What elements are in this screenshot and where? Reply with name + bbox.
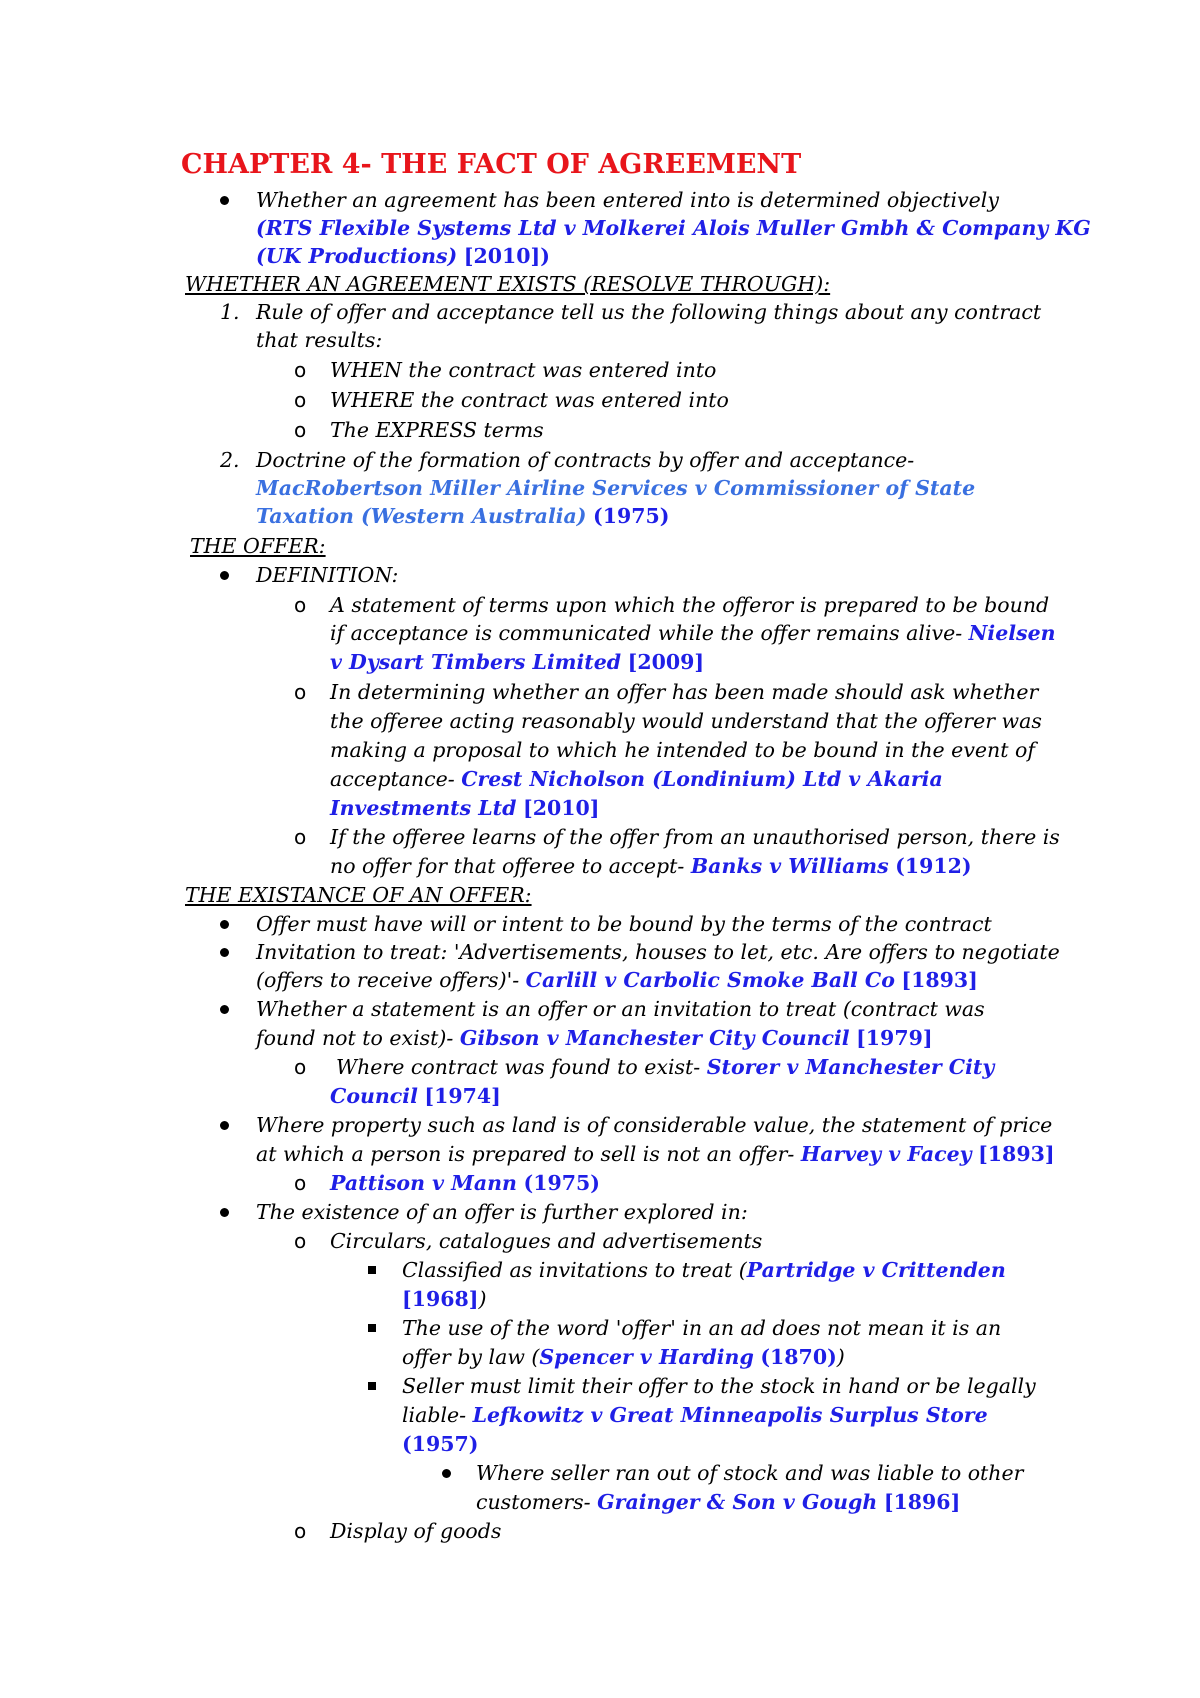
case-citation: Pattison v Mann bbox=[330, 1171, 517, 1195]
case-citation: (RTS Flexible Systems Ltd v Molkerei Alois Muller Gmbh & Company KG bbox=[256, 216, 1091, 240]
case-citation: Banks v Williams bbox=[690, 854, 889, 878]
e5-s2-line1: The use of the word 'offer' in an ad does not mean it is an bbox=[402, 1316, 1002, 1340]
case-year: [2010] bbox=[523, 796, 600, 820]
case-year: [1974] bbox=[424, 1084, 501, 1108]
case-year: (1912) bbox=[895, 854, 972, 878]
circle-marker: o bbox=[294, 680, 307, 704]
e5-sub2: Display of goods bbox=[330, 1519, 502, 1543]
def2-text: acceptance- bbox=[330, 767, 455, 791]
circle-marker: o bbox=[294, 358, 307, 382]
case-year: [1893] bbox=[978, 1142, 1055, 1166]
def1-line2 bbox=[330, 619, 1056, 647]
case-citation: MacRobertson Miller Airline Services v Commissioner of State bbox=[256, 476, 976, 500]
def1-line1: A statement of terms upon which the offeror is prepared to be bound bbox=[330, 593, 1050, 617]
case-citation: Harvey v Facey bbox=[800, 1142, 972, 1166]
e5-s3-line1: Seller must limit their offer to the stock in hand or be legally bbox=[402, 1374, 1036, 1398]
e2-line1: Invitation to treat: 'Advertisements, houses to let, etc. Are offers to negotiate bbox=[256, 940, 1060, 964]
circle-marker: o bbox=[294, 825, 307, 849]
e5-s2-line2 bbox=[402, 1343, 845, 1371]
case-year: [1968] bbox=[402, 1287, 479, 1311]
circle-marker: o bbox=[294, 1519, 307, 1543]
case-citation: (UK Productions) bbox=[256, 244, 458, 268]
case-citation: Crest Nicholson (Londinium) Ltd v Akaria bbox=[461, 767, 943, 791]
case-citation: Taxation (Western Australia) bbox=[256, 504, 587, 528]
square-marker bbox=[368, 1324, 376, 1332]
n1-sub-2: WHERE the contract was entered into bbox=[330, 388, 729, 412]
e5-line1: The existence of an offer is further explored in: bbox=[256, 1200, 748, 1224]
case-citation: v Dysart Timbers Limited bbox=[330, 650, 622, 674]
case-year: [1893] bbox=[901, 968, 978, 992]
square-marker bbox=[368, 1266, 376, 1274]
def2-line2: the offeree acting reasonably would understand that the offerer was bbox=[330, 709, 1042, 733]
n1-sub-3: The EXPRESS terms bbox=[330, 418, 544, 442]
bullet-marker bbox=[442, 1469, 451, 1478]
case-citation: Partridge v Crittenden bbox=[746, 1258, 1006, 1282]
case-year: (1957) bbox=[402, 1432, 479, 1456]
def1-text: if acceptance is communicated while the offer remains alive- bbox=[330, 621, 963, 645]
def2-line4 bbox=[330, 765, 943, 793]
section-heading-whether: WHETHER AN AGREEMENT EXISTS (RESOLVE THROUGH): bbox=[185, 272, 831, 296]
case-citation: Grainger & Son v Gough bbox=[597, 1490, 878, 1514]
circle-marker: o bbox=[294, 1229, 307, 1253]
e5-s1-line2 bbox=[402, 1285, 486, 1313]
intro-text: Whether an agreement has been entered into is determined objectively bbox=[256, 188, 999, 212]
bullet-marker bbox=[220, 920, 229, 929]
section-heading-offer: THE OFFER: bbox=[190, 534, 326, 558]
def3-line2 bbox=[330, 852, 972, 880]
e5-s3-line3 bbox=[402, 1430, 478, 1458]
e4-line2 bbox=[256, 1140, 1055, 1168]
bullet-marker bbox=[220, 1121, 229, 1130]
def3-line1: If the offeree learns of the offer from an unauthorised person, there is bbox=[330, 825, 1060, 849]
e1-text: Offer must have will or intent to be bound by the terms of the contract bbox=[256, 912, 992, 936]
definition-label: DEFINITION: bbox=[256, 563, 399, 587]
e5-s3-text: liable- bbox=[402, 1403, 467, 1427]
circle-marker: o bbox=[294, 418, 307, 442]
bullet-marker bbox=[220, 1005, 229, 1014]
case-citation: Storer v Manchester City bbox=[706, 1055, 995, 1079]
case-year: (1975) bbox=[523, 1171, 600, 1195]
def1-line3 bbox=[330, 648, 704, 676]
case-citation: Lefkowitz v Great Minneapolis Surplus Store bbox=[472, 1403, 988, 1427]
e4-text: at which a person is prepared to sell is not an offer- bbox=[256, 1142, 795, 1166]
e5-s3sub-line2 bbox=[476, 1488, 960, 1516]
e3-sub-line1 bbox=[336, 1053, 994, 1081]
def2-line3: making a proposal to which he intended to be bound in the event of bbox=[330, 738, 1035, 762]
e5-sub1: Circulars, catalogues and advertisements bbox=[330, 1229, 763, 1253]
square-marker bbox=[368, 1382, 376, 1390]
case-year: (1870) bbox=[760, 1345, 837, 1369]
case-year: [1896] bbox=[883, 1490, 961, 1514]
n1-line1: Rule of offer and acceptance tell us the following things about any contract bbox=[256, 300, 1042, 324]
e5-s3-line2 bbox=[402, 1401, 988, 1429]
def2-line1: In determining whether an offer has been made should ask whether bbox=[330, 680, 1039, 704]
e2-text: (offers to receive offers)'- bbox=[256, 968, 520, 992]
circle-marker: o bbox=[294, 388, 307, 412]
e5-s3sub-text: customers- bbox=[476, 1490, 591, 1514]
e3-sub-line2 bbox=[330, 1082, 501, 1110]
case-citation: Carlill v Carbolic Smoke Ball Co bbox=[525, 968, 895, 992]
e3-sub-text: Where contract was found to exist- bbox=[336, 1055, 701, 1079]
list-number: 2. bbox=[220, 448, 240, 472]
case-citation: Spencer v Harding bbox=[539, 1345, 754, 1369]
e3-text: found not to exist)- bbox=[256, 1026, 454, 1050]
e2-line2 bbox=[256, 966, 978, 994]
e5-s2-text: offer by law ( bbox=[402, 1345, 540, 1369]
e5-s1-text: Classified as invitations to treat ( bbox=[402, 1258, 747, 1282]
n2-case-line2 bbox=[256, 502, 670, 530]
intro-case-line2 bbox=[256, 242, 550, 270]
e4-line1: Where property such as land is of considerable value, the statement of price bbox=[256, 1113, 1053, 1137]
list-number: 1. bbox=[220, 300, 240, 324]
e3-line2 bbox=[256, 1024, 933, 1052]
section-heading-existance: THE EXISTANCE OF AN OFFER: bbox=[185, 883, 532, 907]
case-citation: Investments Ltd bbox=[330, 796, 517, 820]
e4-sub bbox=[330, 1169, 600, 1197]
bullet-marker bbox=[220, 1208, 229, 1217]
case-year: [2009] bbox=[627, 650, 705, 674]
circle-marker: o bbox=[294, 1171, 307, 1195]
circle-marker: o bbox=[294, 593, 307, 617]
case-year: [2010]) bbox=[463, 244, 550, 268]
case-citation: Nielsen bbox=[968, 621, 1056, 645]
case-year: (1975) bbox=[593, 504, 670, 528]
bullet-marker bbox=[220, 948, 229, 957]
n2-line1: Doctrine of the formation of contracts by offer and acceptance- bbox=[256, 448, 915, 472]
e5-s1-tail: ) bbox=[478, 1287, 487, 1311]
case-citation: Council bbox=[330, 1084, 418, 1108]
circle-marker: o bbox=[294, 1055, 307, 1079]
def2-line5 bbox=[330, 794, 599, 822]
def3-text: no offer for that offeree to accept- bbox=[330, 854, 685, 878]
case-citation: Gibson v Manchester City Council bbox=[459, 1026, 850, 1050]
n1-sub-1: WHEN the contract was entered into bbox=[330, 358, 717, 382]
case-year: [1979] bbox=[856, 1026, 933, 1050]
e5-s2-tail: ) bbox=[836, 1345, 845, 1369]
e3-line1: Whether a statement is an offer or an invitation to treat (contract was bbox=[256, 997, 985, 1021]
chapter-title: CHAPTER 4- THE FACT OF AGREEMENT bbox=[181, 149, 802, 180]
e5-s3sub-line1: Where seller ran out of stock and was liable to other bbox=[476, 1461, 1024, 1485]
bullet-marker bbox=[220, 571, 229, 580]
bullet-marker bbox=[220, 196, 229, 205]
e5-s1-line1 bbox=[402, 1256, 1006, 1284]
n1-line2: that results: bbox=[256, 328, 383, 352]
